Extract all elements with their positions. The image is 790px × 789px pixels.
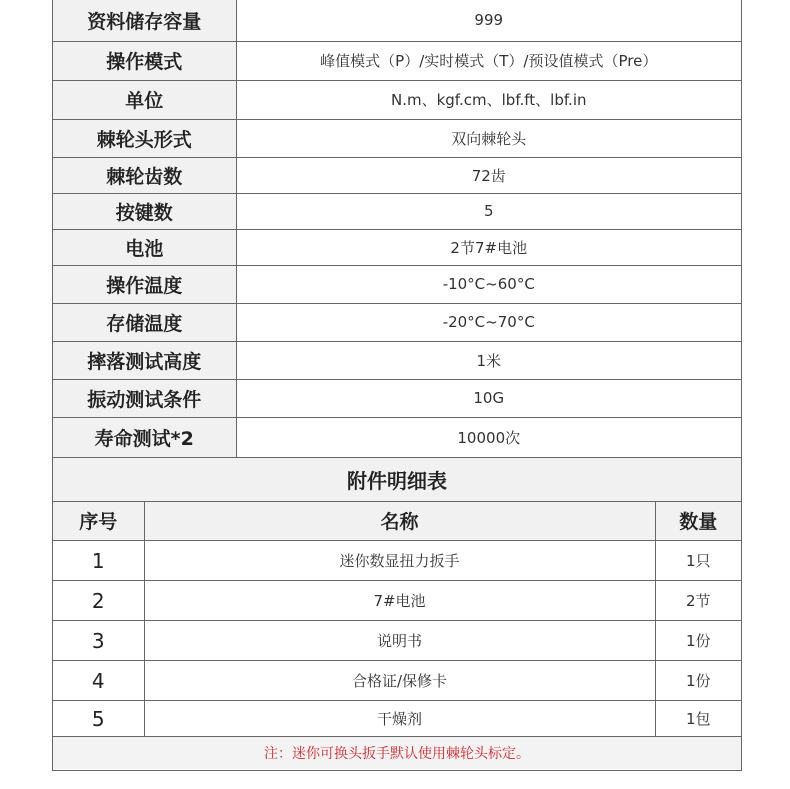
accessories-table xyxy=(53,502,741,738)
spec-value: 5 xyxy=(236,193,741,229)
accessories-header-row xyxy=(53,502,741,541)
spec-row xyxy=(53,119,741,157)
table-row xyxy=(53,621,741,661)
spec-value: 10000次 xyxy=(236,417,741,457)
spec-value: 2节7#电池 xyxy=(236,229,741,265)
spec-label: 棘轮齿数 xyxy=(53,157,236,193)
row-name: 干燥剂 xyxy=(144,701,655,737)
spec-label: 资料储存容量 xyxy=(53,0,236,41)
row-index: 3 xyxy=(53,621,144,661)
spec-row xyxy=(53,193,741,229)
spec-value: N.m、kgf.cm、lbf.ft、lbf.in xyxy=(236,80,741,119)
spec-value: 72齿 xyxy=(236,157,741,193)
spec-label: 操作温度 xyxy=(53,265,236,303)
spec-row xyxy=(53,0,741,41)
header-index: 序号 xyxy=(53,502,144,541)
header-qty: 数量 xyxy=(655,502,741,541)
spec-value: 999 xyxy=(236,0,741,41)
spec-label: 操作模式 xyxy=(53,41,236,80)
table-row xyxy=(53,701,741,737)
row-name: 合格证/保修卡 xyxy=(144,661,655,701)
table-row xyxy=(53,581,741,621)
row-qty: 1份 xyxy=(655,621,741,661)
spec-label: 存储温度 xyxy=(53,303,236,341)
spec-value: -10°C~60°C xyxy=(236,265,741,303)
spec-table xyxy=(53,0,741,458)
row-qty: 1只 xyxy=(655,541,741,581)
row-name: 说明书 xyxy=(144,621,655,661)
spec-value: 双向棘轮头 xyxy=(236,119,741,157)
row-index: 1 xyxy=(53,541,144,581)
row-index: 2 xyxy=(53,581,144,621)
spec-label: 按键数 xyxy=(53,193,236,229)
table-row xyxy=(53,541,741,581)
spec-value: -20°C~70°C xyxy=(236,303,741,341)
spec-label: 单位 xyxy=(53,80,236,119)
row-index: 4 xyxy=(53,661,144,701)
row-name: 迷你数显扭力扳手 xyxy=(144,541,655,581)
spec-row xyxy=(53,80,741,119)
spec-label: 寿命测试*2 xyxy=(53,417,236,457)
row-qty: 1包 xyxy=(655,701,741,737)
header-name: 名称 xyxy=(144,502,655,541)
spec-label: 棘轮头形式 xyxy=(53,119,236,157)
row-qty: 2节 xyxy=(655,581,741,621)
spec-row xyxy=(53,341,741,379)
spec-row xyxy=(53,41,741,80)
spec-label: 电池 xyxy=(53,229,236,265)
row-name: 7#电池 xyxy=(144,581,655,621)
spec-row xyxy=(53,157,741,193)
spec-row xyxy=(53,265,741,303)
spec-row xyxy=(53,417,741,457)
spec-value: 峰值模式（P）/实时模式（T）/预设值模式（Pre） xyxy=(236,41,741,80)
spec-row xyxy=(53,229,741,265)
spec-row xyxy=(53,303,741,341)
spec-label: 振动测试条件 xyxy=(53,379,236,417)
table-row xyxy=(53,661,741,701)
accessories-title: 附件明细表 xyxy=(53,458,741,502)
spec-row xyxy=(53,379,741,417)
row-qty: 1份 xyxy=(655,661,741,701)
spec-label: 摔落测试高度 xyxy=(53,341,236,379)
spec-value: 10G xyxy=(236,379,741,417)
footnote: 注：迷你可换头扳手默认使用棘轮头标定。 xyxy=(53,737,741,769)
spec-sheet xyxy=(52,0,742,771)
row-index: 5 xyxy=(53,701,144,737)
spec-value: 1米 xyxy=(236,341,741,379)
